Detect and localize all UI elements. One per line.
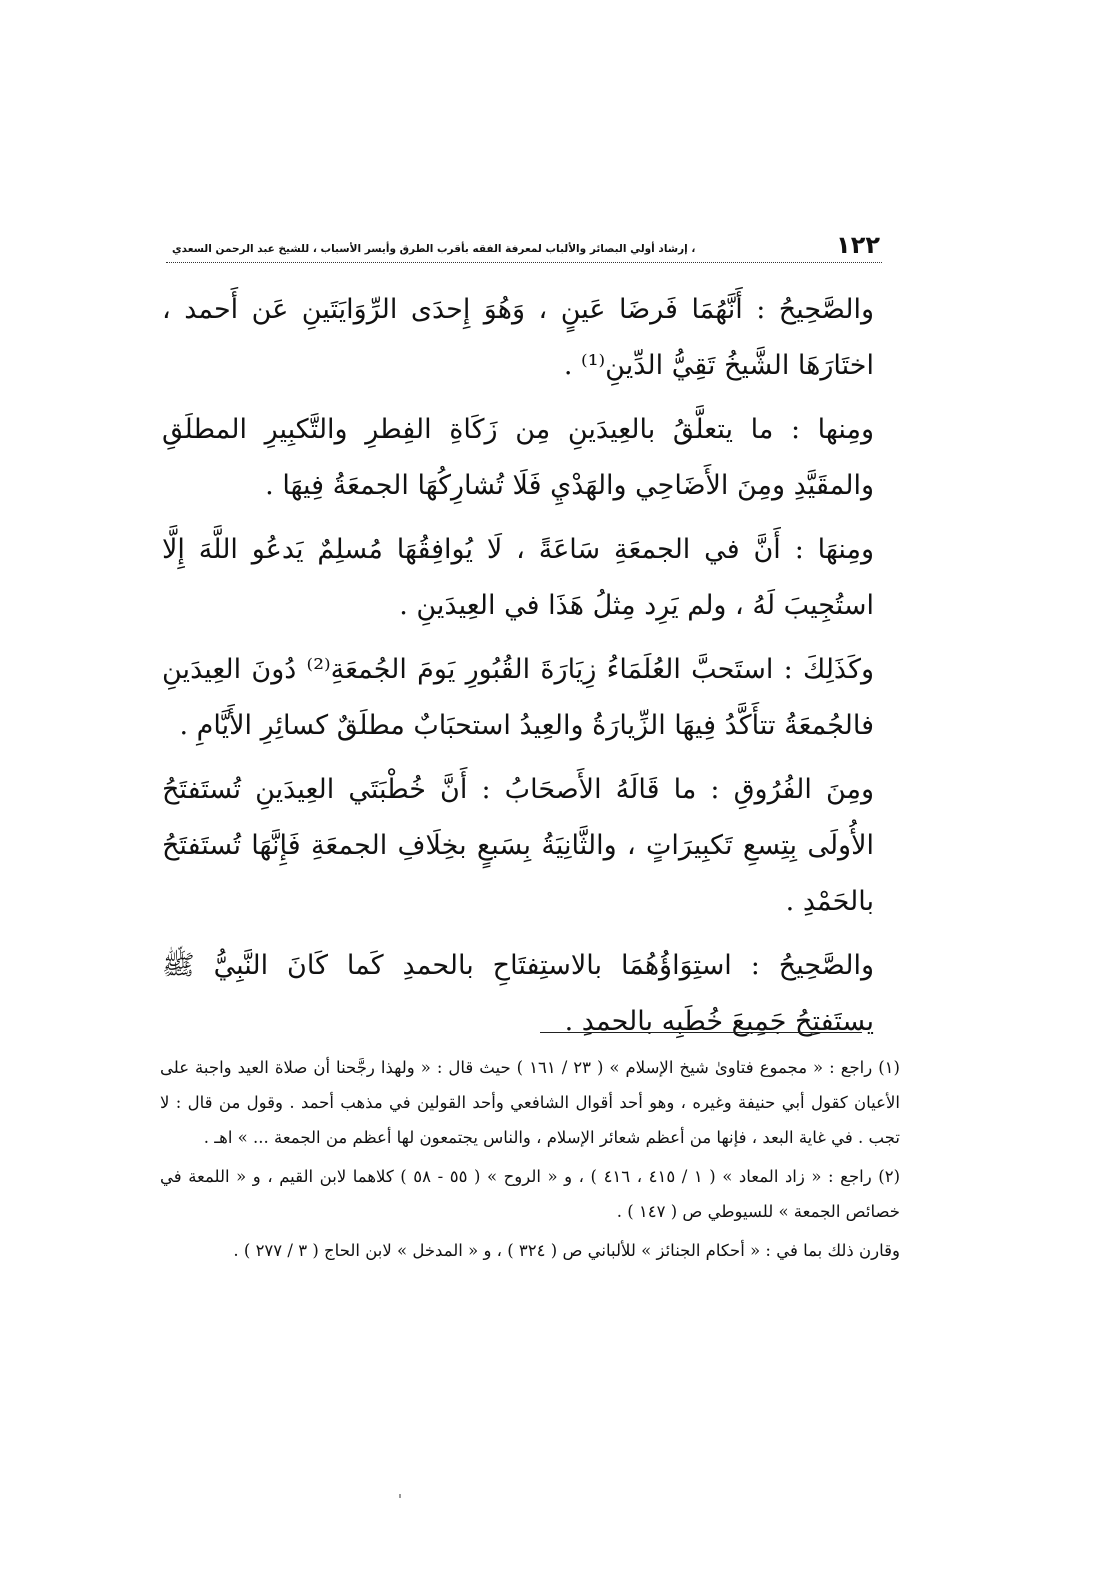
running-title: ، إرشاد أولي البصائر والألباب لمعرفة الفقه بأقرب الطرق وأيسر الأسباب ، للشيخ عبد الرحمن السعدي (172, 243, 696, 255)
paragraph: وكَذَلِكَ : استَحبَّ العُلَمَاءُ زِيَارَةَ القُبُورِ يَومَ الجُمعَةِ⁽²⁾ دُونَ العِيدَينِ فالجُمعَةُ تتأَكَّدُ فِيهَا الزِّيارَةُ والعِيدُ استحبَابٌ مطلَقٌ كسائِرِ الأَيَّامِ . (162, 654, 874, 741)
header-divider (166, 262, 882, 263)
footnote: وقارن ذلك بما في : « أحكام الجنائز » للألباني ص ( ٣٢٤ ) ، و « المدخل » لابن الحاج ( ٣ / ٢٧٧ ) . (233, 1241, 900, 1260)
scan-speck (399, 1494, 401, 1498)
main-text (162, 282, 874, 1056)
page-number: ١٢٢ (836, 231, 880, 259)
paragraph: ومِنَ الفُرُوقِ : ما قَالَهُ الأَصحَابُ : أَنَّ خُطْبَتَي العِيدَينِ تُستَفتَحُ الأُولَى بِتِسعِ تَكبِيرَاتٍ ، والثَّانِيَةُ بِسَبعٍ بخِلَافِ الجمعَةِ فَإِنَّهَا تُستَفتَحُ بالحَمْدِ . (162, 774, 874, 917)
paragraph: ومِنهَا : أَنَّ في الجمعَةِ سَاعَةً ، لَا يُوافِقُهَا مُسلِمٌ يَدعُو اللَّهَ إِلَّا استُجِيبَ لَهُ ، ولم يَرِد مِثلُ هَذَا في العِيدَينِ . (162, 534, 874, 621)
footnote-divider (540, 1032, 862, 1033)
paragraph: ومِنها : ما يتعلَّقُ بالعِيدَينِ مِن زَكَاةِ الفِطرِ والتَّكبِيرِ المطلَقِ والمقَيَّدِ ومِنَ الأَضَاحِي والهَدْيِ فَلَا تُشارِكُهَا الجمعَةُ فِيهَا . (162, 414, 874, 501)
footnote: (١) راجع : « مجموع فتاوىٰ شيخ الإسلام » ( ٢٣ / ١٦١ ) حيث قال : « ولهذا رجَّحنا أن صلاة العيد واجبة على الأعيان كقول أبي حنيفة وغيره ، وهو أحد أقوال الشافعي وأحد القولين في مذهب أحمد . وقول من قال : لا تجب . في غاية البعد ، فإنها من أعظم شعائر الإسلام ، والناس يجتمعون لها أعظم من الجمعة ... » اهـ . (160, 1058, 900, 1147)
paragraph: والصَّحِيحُ : أَنَّهُمَا فَرضَا عَينٍ ، وَهُوَ إِحدَى الرِّوَايَتَينِ عَن أَحمد ، اختَارَهَا الشَّيخُ تَقِيُّ الدِّينِ⁽¹⁾ . (162, 294, 874, 381)
page-header (168, 226, 880, 260)
footnote: (٢) راجع : « زاد المعاد » ( ١ / ٤١٥ ، ٤١٦ ) ، و « الروح » ( ٥٥ - ٥٨ ) كلاهما لابن القيم ، و « اللمعة في خصائص الجمعة » للسيوطي ص ( ١٤٧ ) . (160, 1167, 900, 1221)
footnotes (160, 1050, 900, 1272)
paragraph: والصَّحِيحُ : استِوَاؤُهُمَا بالاستِفتَاحِ بالحمدِ كَما كَانَ النَّبِيُّ ﷺ يستَفتِحُ جَمِيعَ خُطَبِه بالحمدِ . (162, 950, 874, 1037)
